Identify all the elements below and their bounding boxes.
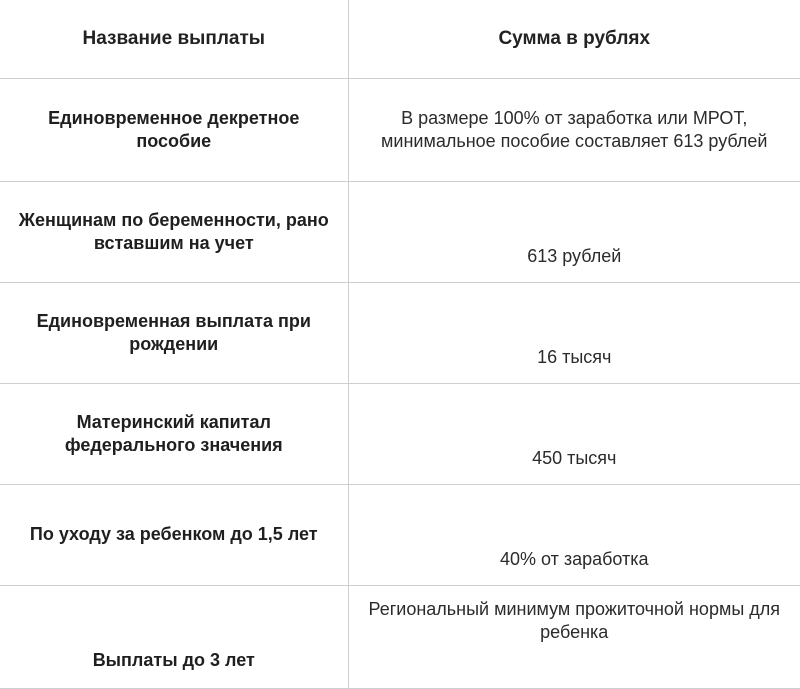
table-body: [0, 79, 800, 689]
table-row: [0, 182, 800, 283]
column-header-amount: Сумма в рублях: [348, 0, 800, 79]
payment-name: Выплаты до 3 лет: [0, 586, 348, 689]
table-row: [0, 586, 800, 689]
payment-amount: Региональный минимум прожиточной нормы для ребенка: [348, 586, 800, 689]
table-header: [0, 0, 800, 79]
table-row: [0, 485, 800, 586]
table-row: [0, 384, 800, 485]
payment-amount: 40% от заработка: [348, 485, 800, 586]
payment-amount: В размере 100% от заработка или МРОТ, минимальное пособие составляет 613 рублей: [348, 79, 800, 182]
payment-name: Материнский капитал федерального значения: [0, 384, 348, 485]
payment-name: Женщинам по беременности, рано вставшим на учет: [0, 182, 348, 283]
payment-name: Единовременная выплата при рождении: [0, 283, 348, 384]
payment-name: Единовременное декретное пособие: [0, 79, 348, 182]
payment-amount: 450 тысяч: [348, 384, 800, 485]
column-header-name: Название выплаты: [0, 0, 348, 79]
payment-amount: 613 рублей: [348, 182, 800, 283]
table-row: [0, 283, 800, 384]
table-header-row: [0, 0, 800, 79]
payment-name: По уходу за ребенком до 1,5 лет: [0, 485, 348, 586]
table-row: [0, 79, 800, 182]
payment-amount: 16 тысяч: [348, 283, 800, 384]
